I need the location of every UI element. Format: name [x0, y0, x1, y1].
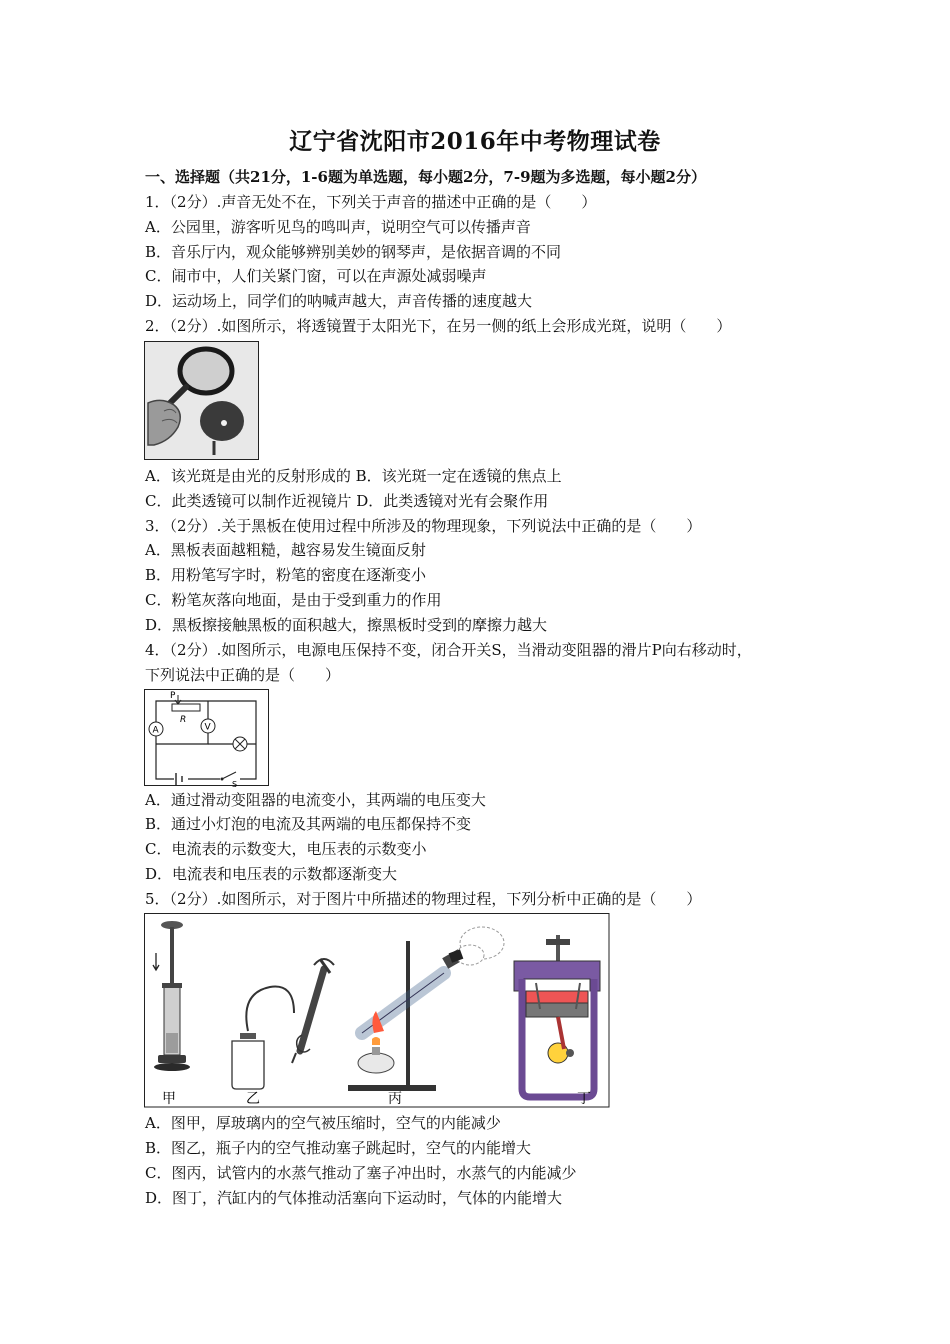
section-heading: 一、选择题（共21分，1-6题为单选题，每小题2分，7-9题为多选题，每小题2分） — [145, 168, 706, 186]
test-tube-burner-illustration — [348, 927, 504, 1091]
q2-stem: 2．（2分）.如图所示，将透镜置于太阳光下，在另一侧的纸上会形成光斑，说明（ ） — [145, 317, 732, 335]
compression-cylinder-illustration — [153, 921, 190, 1071]
q1-option-d: D．运动场上，同学们的呐喊声越大，声音传播的速度越大 — [145, 292, 533, 310]
q3-option-b: B．用粉笔写字时，粉笔的密度在逐渐变小 — [145, 566, 427, 584]
label-yi: 乙 — [246, 1091, 260, 1107]
voltmeter-label: V — [204, 722, 211, 733]
label-bing: 丙 — [388, 1091, 402, 1107]
q5-option-b: B．图乙，瓶子内的空气推动塞子跳起时，空气的内能增大 — [145, 1139, 532, 1157]
q2-options-cd: C．此类透镜可以制作近视镜片 D．此类透镜对光有会聚作用 — [145, 492, 549, 510]
q4-option-c: C．电流表的示数变大，电压表的示数变小 — [145, 840, 427, 858]
q4-option-a: A．通过滑动变阻器的电流变小，其两端的电压变大 — [145, 791, 486, 809]
label-jia: 甲 — [162, 1091, 176, 1107]
q1-stem: 1．（2分）.声音无处不在，下列关于声音的描述中正确的是（ ） — [145, 193, 597, 211]
q4-stem-line1: 4．（2分）.如图所示，电源电压保持不变，闭合开关S，当滑动变阻器的滑片P向右移动时， — [145, 641, 752, 659]
q1-option-c: C．闹市中，人们关紧门窗，可以在声源处减弱噪声 — [145, 267, 487, 285]
circuit-diagram-figure — [144, 689, 270, 787]
q3-stem: 3．（2分）.关于黑板在使用过程中所涉及的物理现象，下列说法中正确的是（ ） — [145, 517, 702, 535]
magnifier-sunlight-figure — [144, 341, 260, 461]
slider-label-p: P — [170, 691, 176, 701]
q3-option-c: C．粉笔灰落向地面，是由于受到重力的作用 — [145, 591, 442, 609]
rheostat-label-r: R — [180, 715, 187, 725]
q5-stem: 5．（2分）.如图所示，对于图片中所描述的物理过程，下列分析中正确的是（ ） — [145, 890, 702, 908]
q4-option-d: D．电流表和电压表的示数都逐渐变大 — [145, 865, 398, 883]
q1-option-a: A．公园里，游客听见鸟的鸣叫声，说明空气可以传播声音 — [145, 218, 531, 236]
switch-label-s: S — [232, 780, 238, 787]
q2-options-ab: A．该光斑是由光的反射形成的 B．该光斑一定在透镜的焦点上 — [145, 467, 562, 485]
q5-option-d: D．图丁，汽缸内的气体推动活塞向下运动时，气体的内能增大 — [145, 1189, 563, 1207]
ammeter-label: A — [152, 725, 159, 736]
q4-stem-line2: 下列说法中正确的是（ ） — [145, 666, 341, 684]
internal-energy-figure — [144, 913, 610, 1109]
page-title: 辽宁省沈阳市2016年中考物理试卷 — [289, 128, 661, 155]
bottle-pump-illustration — [232, 959, 334, 1089]
q3-option-d: D．黑板擦接触黑板的面积越大，擦黑板时受到的摩擦力越大 — [145, 616, 548, 634]
q4-option-b: B．通过小灯泡的电流及其两端的电压都保持不变 — [145, 815, 472, 833]
engine-cylinder-illustration — [514, 935, 600, 1097]
q5-option-c: C．图丙，试管内的水蒸气推动了塞子冲出时，水蒸气的内能减少 — [145, 1164, 577, 1182]
q3-option-a: A．黑板表面越粗糙，越容易发生镜面反射 — [145, 541, 426, 559]
label-ding: 丁 — [577, 1091, 591, 1107]
q1-option-b: B．音乐厅内，观众能够辨别美妙的钢琴声，是依据音调的不同 — [145, 243, 562, 261]
q5-option-a: A．图甲，厚玻璃内的空气被压缩时，空气的内能减少 — [145, 1114, 501, 1132]
